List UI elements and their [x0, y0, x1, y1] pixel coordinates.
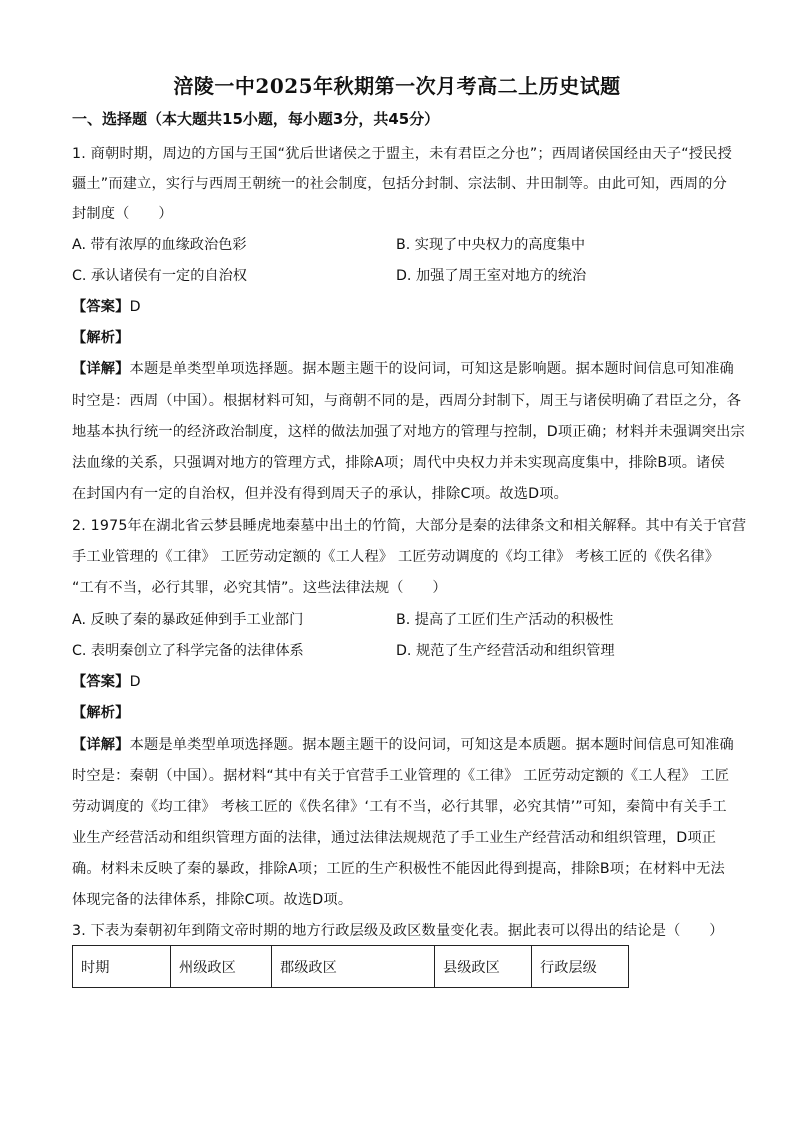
table-header-cell: 行政层级	[532, 946, 629, 988]
detail-text: 本题是单类型单项选择题。据本题主题干的设问词，可知这是影响题。据本题时间信息可知准确	[129, 361, 734, 377]
q2-detail-line-3: 劳动调度的《均工律》 考核工匠的《佚名律》‘工有不当，必行其罪，必究其情’”可知，秦简中有关手工	[72, 799, 727, 815]
q1-option-a: A. 带有浓厚的血缘政治色彩	[72, 237, 247, 253]
q1-detail-line-3: 地基本执行统一的经济政治制度，这样的做法加强了对地方的管理与控制，D项正确；材料并未强调突出宗	[72, 424, 745, 440]
q2-option-b: B. 提高了工匠们生产活动的积极性	[396, 612, 614, 628]
q1-stem-line-1: 1. 商朝时期，周边的方国与王国“犹后世诸侯之于盟主，未有君臣之分也”；西周诸侯国经由天子“授民授	[72, 146, 732, 162]
table-header-cell: 时期	[73, 946, 171, 988]
answer-value: D	[129, 674, 141, 690]
detail-tag: 【详解】	[72, 361, 130, 377]
q1-answer	[72, 296, 141, 316]
q1-detail-line-4: 法血缘的关系，只强调对地方的管理方式，排除A项；周代中央权力并未实现高度集中，排除B项。诸侯	[72, 455, 725, 471]
q2-detail-line-1	[72, 734, 734, 754]
q2-detail-line-6: 体现完备的法律体系，排除C项。故选D项。	[72, 892, 353, 908]
q2-stem-line-1: 2. 1975年在湖北省云梦县睡虎地秦墓中出土的竹简，大部分是秦的法律条文和相关解释。其中有关于官营	[72, 518, 747, 534]
table-header-cell: 郡级政区	[272, 946, 435, 988]
q3-table	[72, 945, 629, 988]
table-header-cell: 州级政区	[171, 946, 272, 988]
section-heading: 一、选择题（本大题共15小题，每小题3分，共45分）	[72, 110, 440, 128]
q1-detail-line-1	[72, 358, 734, 378]
detail-text: 本题是单类型单项选择题。据本题主题干的设问词，可知这是本质题。据本题时间信息可知准确	[129, 737, 734, 753]
q1-option-d: D. 加强了周王室对地方的统治	[396, 268, 587, 284]
q2-stem-line-2: 手工业管理的《工律》 工匠劳动定额的《工人程》 工匠劳动调度的《均工律》 考核工匠的《佚名律》	[72, 549, 720, 565]
q1-stem-line-3: 封制度（ ）	[72, 206, 173, 222]
q2-detail-line-4: 业生产经营活动和组织管理方面的法律，通过法律法规规范了手工业生产经营活动和组织管理，D项正	[72, 830, 717, 846]
q2-detail-line-5: 确。材料未反映了秦的暴政，排除A项；工匠的生产积极性不能因此得到提高，排除B项；在材料中无法	[72, 861, 725, 877]
q1-option-b: B. 实现了中央权力的高度集中	[396, 237, 586, 253]
q2-stem-line-3: “工有不当，必行其罪，必究其情”。这些法律法规（ ）	[72, 580, 447, 596]
q2-option-d: D. 规范了生产经营活动和组织管理	[396, 643, 615, 659]
q2-option-c: C. 表明秦创立了科学完备的法律体系	[72, 643, 304, 659]
q3-stem: 3. 下表为秦朝初年到隋文帝时期的地方行政层级及政区数量变化表。据此表可以得出的结论是（ ）	[72, 923, 724, 939]
detail-tag: 【详解】	[72, 737, 130, 753]
table-header-cell: 县级政区	[435, 946, 532, 988]
q1-stem-line-2: 疆土”而建立，实行与西周王朝统一的社会制度，包括分封制、宗法制、井田制等。由此可知，西周的分	[72, 176, 727, 192]
q2-detail-line-2: 时空是：秦朝（中国）。据材料“其中有关于官营手工业管理的《工律》 工匠劳动定额的《工人程》 工匠	[72, 768, 730, 784]
table-header-row	[73, 946, 629, 988]
q1-detail-line-5: 在封国内有一定的自治权，但并没有得到周天子的承认，排除C项。故选D项。	[72, 486, 569, 502]
q2-option-a: A. 反映了秦的暴政延伸到手工业部门	[72, 612, 304, 628]
page-title: 涪陵一中2025年秋期第一次月考高二上历史试题	[173, 74, 621, 98]
answer-tag: 【答案】	[72, 299, 130, 315]
answer-value: D	[129, 299, 141, 315]
q2-analysis-tag: 【解析】	[72, 705, 130, 721]
q1-option-c: C. 承认诸侯有一定的自治权	[72, 268, 247, 284]
q1-detail-line-2: 时空是：西周（中国）。根据材料可知，与商朝不同的是，西周分封制下，周王与诸侯明确了君臣之分，各	[72, 393, 742, 409]
answer-tag: 【答案】	[72, 674, 130, 690]
q2-answer	[72, 671, 141, 691]
q1-analysis-tag: 【解析】	[72, 330, 130, 346]
